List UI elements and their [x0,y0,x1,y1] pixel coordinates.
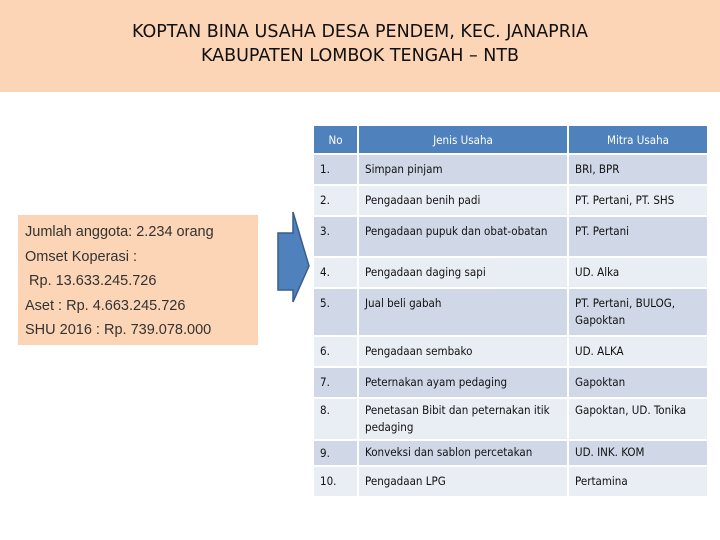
cell-no: 4. [314,258,357,287]
cell-mitra-usaha: Gapoktan [569,368,707,397]
cell-jenis-usaha: Konveksi dan sablon percetakan [359,441,567,465]
page-title [0,20,720,68]
table-row [314,467,707,496]
cell-no: 9. [314,441,357,465]
cell-mitra-usaha: Gapoktan, UD. Tonika [569,399,707,439]
turnover-label: Omset Koperasi : [25,248,138,265]
cell-no: 8. [314,399,357,439]
cell-mitra-usaha: PT. Pertani, BULOG, Gapoktan [569,289,707,335]
cell-mitra-usaha: PT. Pertani, PT. SHS [569,186,707,215]
turnover-value: Rp. 13.633.245.726 [25,273,157,289]
cell-mitra-usaha: UD. INK. KOM [569,441,707,465]
table-row [314,399,707,439]
cell-jenis-usaha: Penetasan Bibit dan peternakan itik pedaging [359,399,567,439]
cell-jenis-usaha: Pengadaan daging sapi [359,258,567,287]
cell-no: 3. [314,217,357,256]
cell-no: 6. [314,337,357,366]
assets: Aset : Rp. 4.663.245.726 [25,297,186,314]
cell-jenis-usaha: Pengadaan benih padi [359,186,567,215]
header-no: No [314,126,357,153]
cell-mitra-usaha: UD. Alka [569,258,707,287]
cell-no: 7. [314,368,357,397]
title-line-2: KABUPATEN LOMBOK TENGAH – NTB [200,46,520,66]
cell-jenis-usaha: Simpan pinjam [359,155,567,184]
table-row [314,337,707,366]
header-mitra-usaha: Mitra Usaha [569,126,707,153]
table-row [314,186,707,215]
business-table [312,124,709,498]
info-box [18,215,258,345]
member-count: Jumlah anggota: 2.234 orang [25,224,214,240]
cell-mitra-usaha: Pertamina [569,467,707,496]
cell-no: 5. [314,289,357,335]
table-row [314,155,707,184]
shu: SHU 2016 : Rp. 739.078.000 [25,322,212,338]
cell-no: 1. [314,155,357,184]
cell-mitra-usaha: PT. Pertani [569,217,707,256]
table-row [314,368,707,397]
table-row [314,289,707,335]
cell-no: 2. [314,186,357,215]
cell-mitra-usaha: UD. ALKA [569,337,707,366]
cell-mitra-usaha: BRI, BPR [569,155,707,184]
cell-jenis-usaha: Pengadaan pupuk dan obat-obatan [359,217,567,256]
cell-jenis-usaha: Peternakan ayam pedaging [359,368,567,397]
table-row [314,217,707,256]
cell-jenis-usaha: Jual beli gabah [359,289,567,335]
title-line-1: KOPTAN BINA USAHA DESA PENDEM, KEC. JANAPRIA [131,22,589,42]
header-jenis-usaha: Jenis Usaha [359,126,567,153]
table-row [314,258,707,287]
cell-jenis-usaha: Pengadaan sembako [359,337,567,366]
table-row [314,441,707,465]
cell-no: 10. [314,467,357,496]
cell-jenis-usaha: Pengadaan LPG [359,467,567,496]
right-arrow-icon [276,210,312,310]
